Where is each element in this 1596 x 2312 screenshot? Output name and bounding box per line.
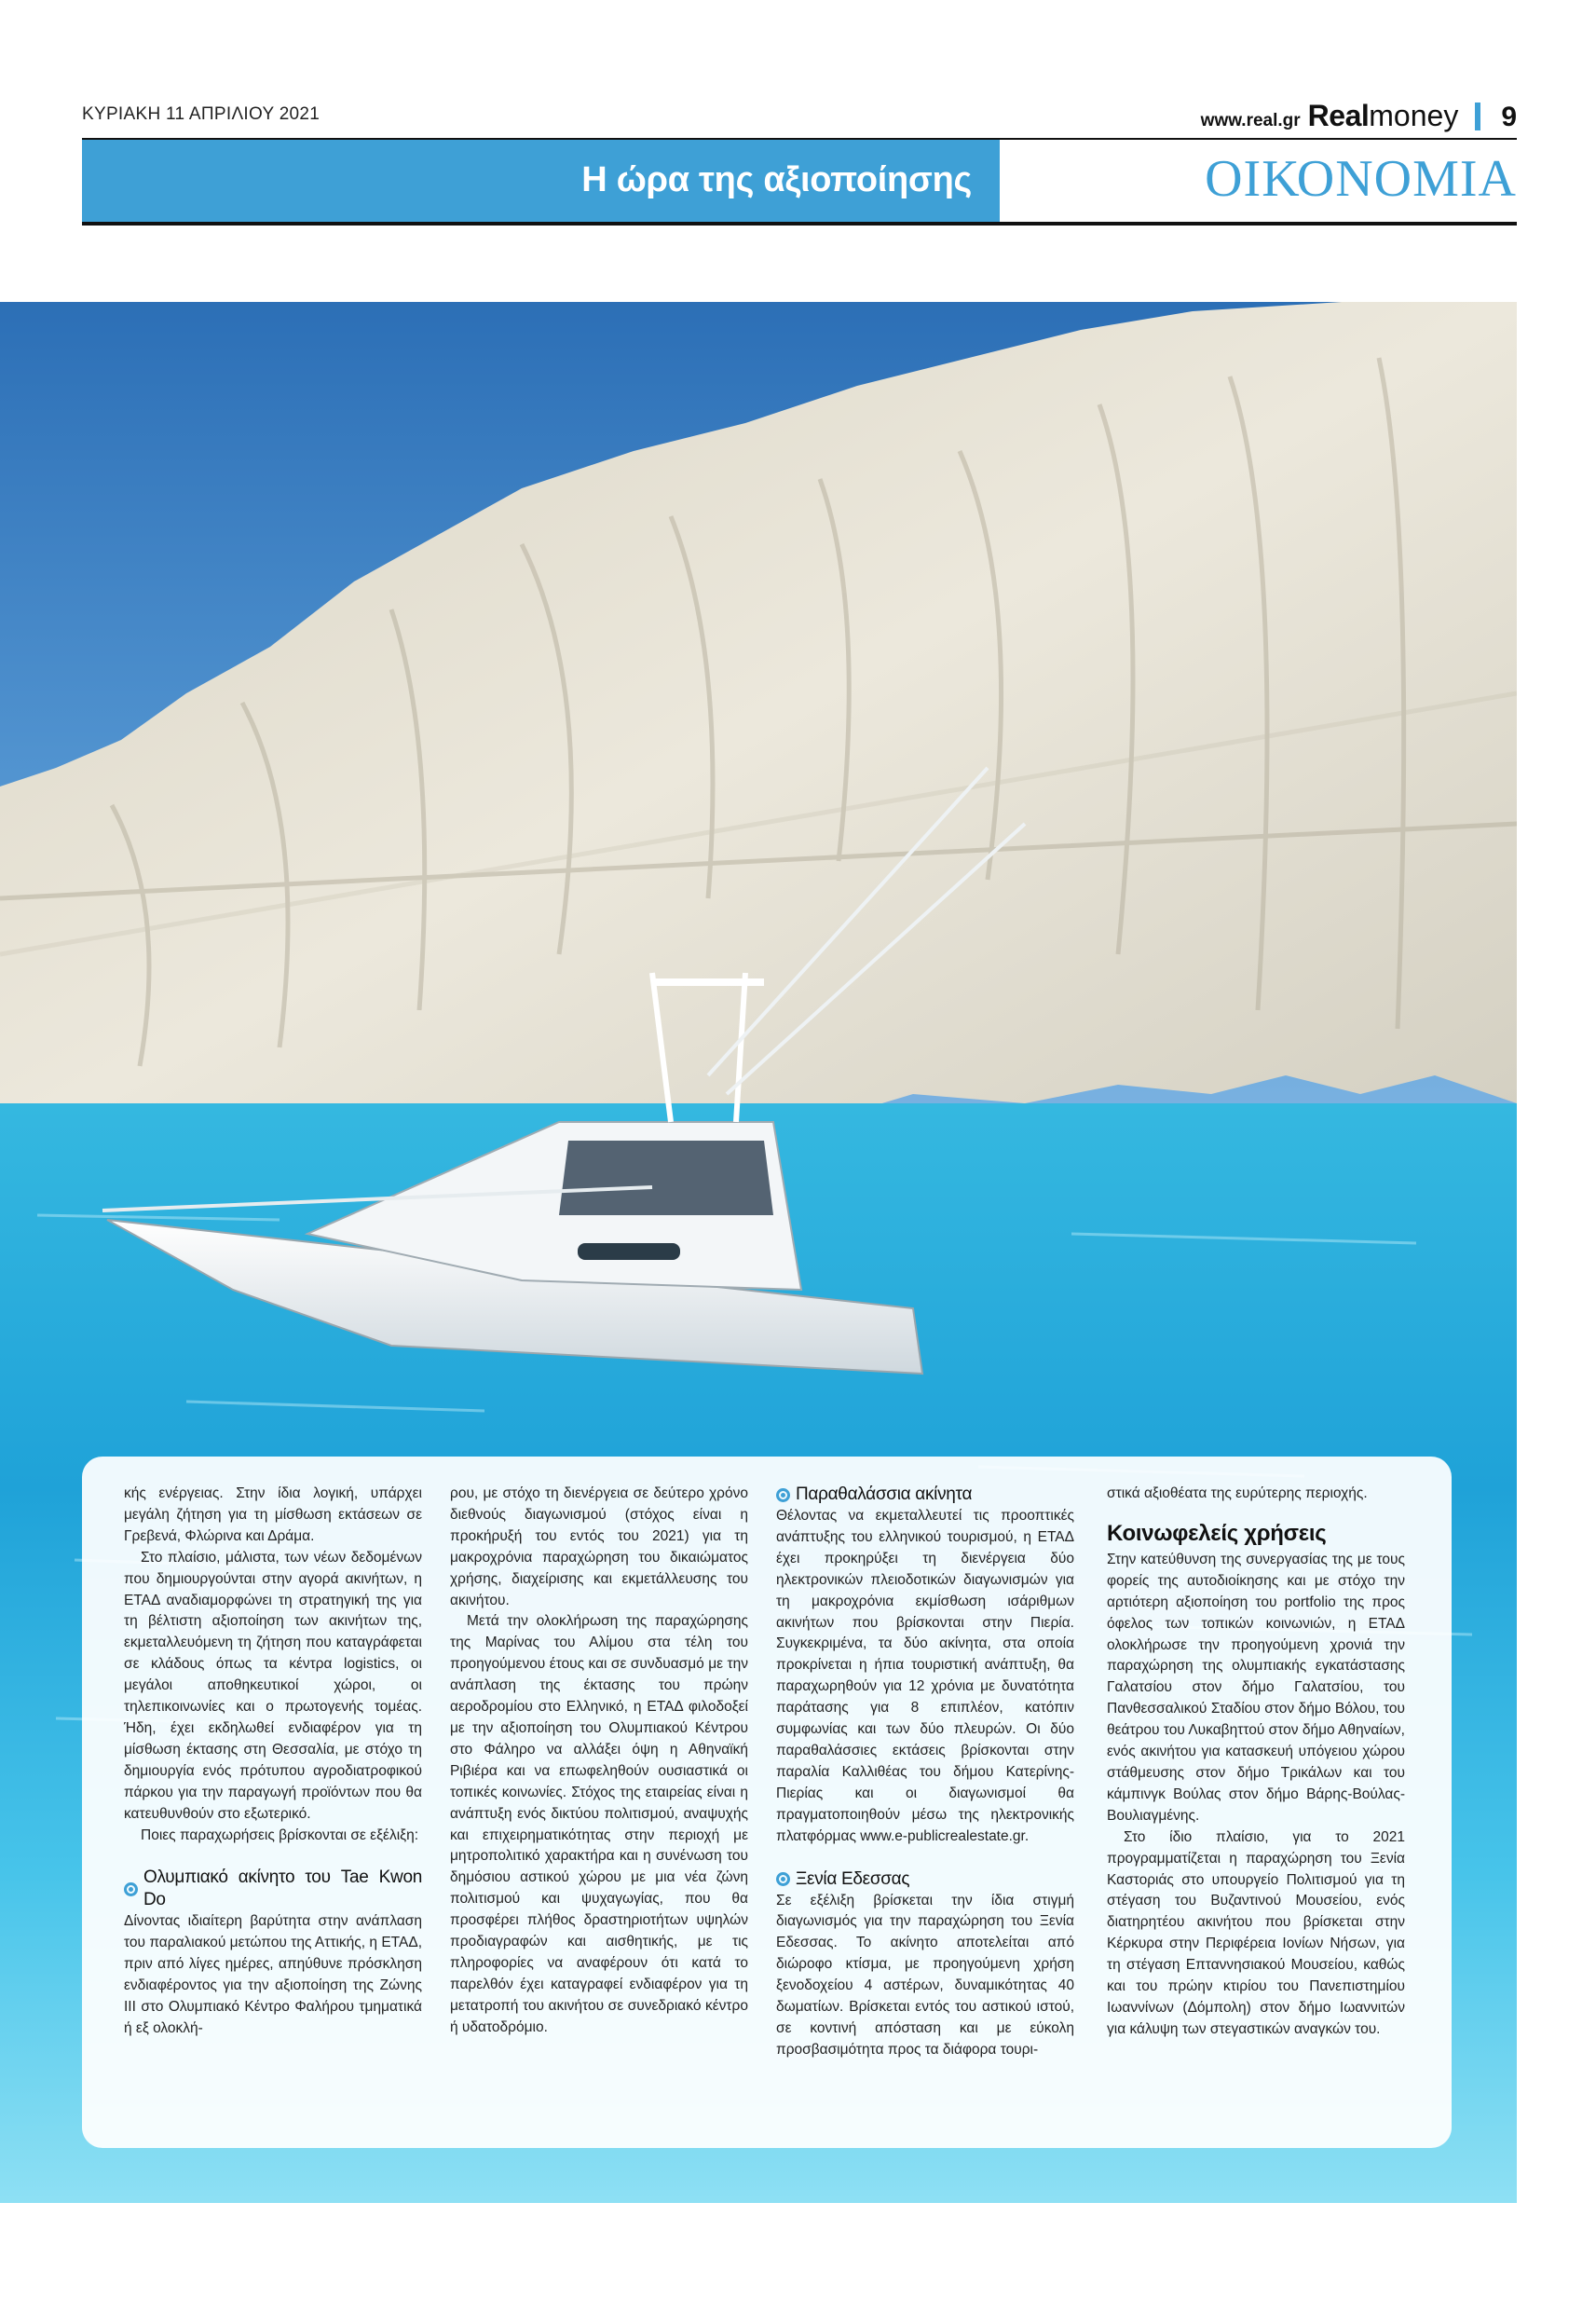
kicker-title: Η ώρα της αξιοποίησης [581,160,972,199]
subheading-text: Ξενία Εδεσσας [796,1868,910,1889]
article-column-4 [1107,1484,1405,2041]
article-column-1 [124,1484,422,2040]
header-bottom-rule [82,222,1517,226]
section-title: ΟΙΚΟΝΟΜΙΑ [1205,150,1517,208]
paragraph: κής ενέργειας. Στην ίδια λογική, υπάρχει μεγάλη ζήτηση για τη μίσθωση εκτάσεων σε Γρεβενά, Φλώρινα και Δράμα. [124,1485,422,1544]
paragraph: Στην κατεύθυνση της συνεργασίας της με τους φορείς της αυτοδιοίκησης και με στόχο την αρτιότερη αξιοποίηση του portfolio της προς όφελος των τοπικών κοινωνιών, η ΕΤΑΔ ολοκλήρωσε την προηγούμενη χρονιά την παραχώρηση της ολυμπιακής εγκατάστασης Γαλατσίου στον δήμο Γαλατσίου, του Πανθεσσαλικού Σταδίου στον δήμο Βόλου, του θεάτρου του Λυκαβηττού στον δήμο Αθηναίων, ενός ακινήτου για κατασκευή υπόγειου χώρου στάθμευσης στον δήμο Τρικάλων και του κάμπινγκ Βούλας στον δήμο Βάρης-Βούλας-Βουλιαγμένης. [1107,1551,1405,1824]
paragraph: Θέλοντας να εκμεταλλευτεί τις προοπτικές ανάπτυξης του ελληνικού τουρισμού, η ΕΤΑΔ έχει προκηρύξει τη διενέργεια δύο ηλεκτρονικών πλειοδοτικών διαγωνισμών για τη μακροχρόνια εκμίσθωση ισάριθμων ακινήτων που βρίσκονται στην Πιερία. Συγκεκριμένα, τα δύο ακίνητα, στα οποία προκρίνεται η ήπια τουριστική ανάπτυξη, θα παραχωρηθούν για 12 χρόνια με δυνατότητα παράτασης για 8 επιπλέον, κατόπιν συμφωνίας και των δύο πλευρών. Οι δύο παραθαλάσσιες εκτάσεις βρίσκονται στην παραλία Καλλιθέας του δήμου Κατερίνης-Πιερίας και οι διαγωνισμοί θα πραγματοποιηθούν μέσω της ηλεκτρονικής πλατφόρμας www.e-publicrealestate.gr. [776,1508,1074,1844]
bullet-ring-icon [776,1872,790,1886]
subheading [124,1867,422,1911]
paragraph: Δίνοντας ιδιαίτερη βαρύτητα στην ανάπλαση του παραλιακού μετώπου της Αττικής, η ΕΤΑΔ, πριν από λίγες ημέρες, απηύθυνε πρόσκληση ενδιαφέροντος για την αξιοποίηση της Ζώνης ΙΙΙ στο Ολυμπιακό Κέντρο Φαλήρου τμηματικά ή εξ ολοκλή- [124,1913,422,2036]
article-column-2 [450,1484,748,2039]
page-number: 9 [1501,102,1517,132]
site-url[interactable]: www.real.gr [1200,111,1301,130]
issue-date: ΚΥΡΙΑΚΗ 11 ΑΠΡΙΛΙΟΥ 2021 [82,104,321,124]
subheading [776,1484,1074,1506]
paragraph: Στο πλαίσιο, μάλιστα, των νέων δεδομένων που δημιουργούνται στην αγορά ακινήτων, η ΕΤΑΔ αναδιαμορφώνει τη στρατηγική της για τη βέλτιστη αξιοποίηση των ακινήτων της, εκμεταλλευόμενη τη ζήτηση που καταγράφεται σε κλάδους όπως τα κέντρα logistics, οι μεγάλοι αποθηκευτικοί χώροι, οι τηλεπικοινωνίες και ο πρωτογενής τομέας. Ήδη, έχει εκδηλωθεί ενδιαφέρον για τη μίσθωση έκτασης στη Θεσσαλία, με στόχο τη δημιουργία ενός πρότυπου αγροδιατροφικού πάρκου για την παραγωγή προϊόντων που θα κατευθυνθούν στο εξωτερικό. [124,1549,422,1822]
subheading-text: Παραθαλάσσια ακίνητα [796,1484,973,1504]
paragraph: ρου, με στόχο τη διενέργεια σε δεύτερο χρόνο διεθνούς διαγωνισμού (στόχος είναι η προκήρυξή του εντός του 2021) για τη μακροχρόνια παραχώρηση του δικαιώματος χρήσης, διαχείρισης και εκμετάλλευσης του ακινήτου. [450,1485,748,1608]
section-heading: Κοινωφελείς χρήσεις [1107,1520,1327,1546]
brand-name-light: money [1369,99,1459,132]
subheading [776,1868,1074,1891]
kicker-bar [82,140,1000,222]
article-column-3 [776,1484,1074,2061]
paragraph: Σε εξέλιξη βρίσκεται την ίδια στιγμή διαγωνισμός για την παραχώρηση του Ξενία Εδεσσας. Το ακίνητο αποτελείται από διώροφο κτίσμα, με προηγούμενη χρήση ξενοδοχείου 4 αστέρων, δυναμικότητας 40 δωματίων. Βρίσκεται εντός του αστικού ιστού, σε κοντινή απόσταση και με εύκολη προσβασιμότητα προς τα διάφορα τουρι- [776,1892,1074,2058]
brand-divider [1475,103,1480,130]
paragraph: Μετά την ολοκλήρωση της παραχώρησης της Μαρίνας του Αλίμου στα τέλη του προηγούμενου έτους και σε συνδυασμό με την ανάπλαση της έκτασης του πρώην αεροδρομίου στο Ελληνικό, η ΕΤΑΔ φιλοδοξεί με την αξιοποίηση του Ολυμπιακού Κέντρου στο Φάληρο να αλλάξει όψη η Αθηναϊκή Ριβιέρα και να επωφεληθούν ουσιαστικά οι τοπικές κοινωνίες. Στόχος της εταιρείας είναι η ανάπτυξη ενός δικτύου πολιτισμού, αναψυχής και επιχειρηματικότητας στην περιοχή με μητροπολιτικό χαρακτήρα και η συνένωση του δημόσιου αστικού χώρου με μια νέα ζώνη πολιτισμού και ψυχαγωγίας, που θα προσφέρει πλήθος δραστηριοτήτων υψηλών προδιαγραφών και αισθητικής, με τις πληροφορίες να αναφέρουν ότι κατά το παρελθόν έχει καταγραφεί ενδιαφέρον για τη μετατροπή του ακινήτου σε συνεδριακό κέντρο ή υδατοδρόμιο. [450,1613,748,2035]
paragraph: Ποιες παραχωρήσεις βρίσκονται σε εξέλιξη: [141,1826,419,1843]
paragraph: στικά αξιοθέατα της ευρύτερης περιοχής. [1107,1485,1368,1501]
bullet-ring-icon [124,1882,138,1896]
bullet-ring-icon [776,1488,790,1502]
paragraph: Στο ίδιο πλαίσιο, για το 2021 προγραμματίζεται η παραχώρηση του Ξενία Καστοριάς στο υπουργείο Πολιτισμού για τη στέγαση του Βυζαντινού Μουσείου, ενός διατηρητέου ακινήτου που βρίσκεται στην Κέρκυρα στην Περιφέρεια Ιονίων Νήσων, για τη στέγαση Επταννησιακού Μουσείου, καθώς και του πρώην κτιρίου του Πανεπιστημίου Ιωαννίνων (Δόμπολη) στον δήμο Ιωαννιτών για κάλυψη των στεγαστικών αναγκών του. [1107,1828,1405,2037]
brand-name-bold: Real [1307,99,1370,132]
masthead-brand [1201,99,1517,133]
subheading-text: Ολυμπιακό ακίνητο του Tae Kwon Do [143,1867,422,1910]
